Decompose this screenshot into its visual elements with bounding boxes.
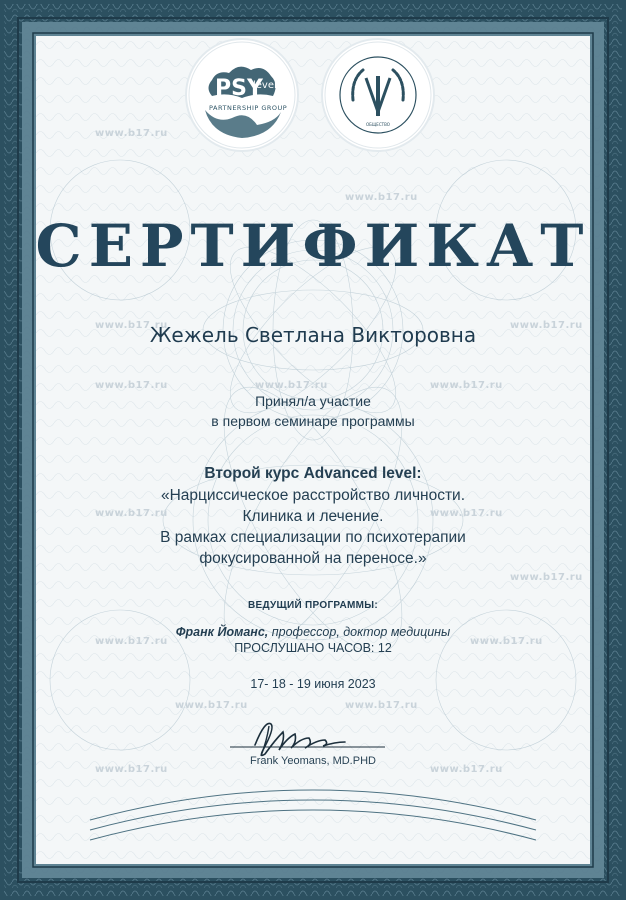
watermark-text: www.b17.ru xyxy=(430,764,503,775)
recipient-name: Жежель Светлана Викторовна xyxy=(149,323,477,347)
svg-text:ОБЩЕСТВО: ОБЩЕСТВО xyxy=(366,122,390,127)
watermark-text: www.b17.ru xyxy=(345,192,418,203)
course-desc-line: В рамках специализации по психотерапии xyxy=(160,529,466,546)
watermark-text: www.b17.ru xyxy=(430,380,503,391)
leader-name: Франк Йоманс, xyxy=(175,625,269,639)
participation-line: Принял/а участие xyxy=(255,393,371,409)
seal-icon xyxy=(323,40,433,150)
watermark-text: www.b17.ru xyxy=(345,700,418,711)
tfp-specialization-seal xyxy=(323,40,433,150)
watermark-text: www.b17.ru xyxy=(95,636,168,647)
psy-logo-icon xyxy=(187,40,297,150)
svg-text:level 4: level 4 xyxy=(253,80,287,91)
watermark-text: www.b17.ru xyxy=(175,700,248,711)
watermark-text: www.b17.ru xyxy=(95,764,168,775)
watermark-text: www.b17.ru xyxy=(470,636,543,647)
signature-name: Frank Yeomans, MD.PHD xyxy=(250,755,376,767)
course-title: Второй курс Advanced level: xyxy=(204,465,422,482)
watermark-text: www.b17.ru xyxy=(95,128,168,139)
watermark-text: www.b17.ru xyxy=(95,380,168,391)
watermark-text: www.b17.ru xyxy=(95,320,168,331)
hours-value: 12 xyxy=(377,641,392,655)
psy-level4-logo xyxy=(187,40,297,150)
leader-heading: ВЕДУЩИЙ ПРОГРАММЫ: xyxy=(247,600,379,611)
participation-line: в первом семинаре программы xyxy=(211,413,415,429)
participation-text xyxy=(0,391,626,431)
course-desc-line: Клиника и лечение. xyxy=(242,508,384,525)
hours-label: ПРОСЛУШАНО ЧАСОВ: xyxy=(234,641,375,655)
watermark-text: www.b17.ru xyxy=(255,380,328,391)
course-desc-line: фокусированной на переносе.» xyxy=(199,550,427,567)
hours-line xyxy=(0,641,626,655)
watermark-text: www.b17.ru xyxy=(510,320,583,331)
certificate-title: СЕРТИФИКАТ xyxy=(35,212,591,280)
svg-text:PARTNERSHIP GROUP: PARTNERSHIP GROUP xyxy=(209,104,288,112)
course-description xyxy=(0,485,626,569)
leader-title: профессор, доктор медицины xyxy=(271,625,451,639)
watermark-text: www.b17.ru xyxy=(430,508,503,519)
svg-text:PSY: PSY xyxy=(215,76,263,101)
seminar-dates: 17- 18 - 19 июня 2023 xyxy=(250,677,376,691)
watermark-text: www.b17.ru xyxy=(95,508,168,519)
course-desc-line: «Нарциссическое расстройство личности. xyxy=(160,487,466,504)
leader-line xyxy=(0,625,626,639)
watermark-text: www.b17.ru xyxy=(510,572,583,583)
